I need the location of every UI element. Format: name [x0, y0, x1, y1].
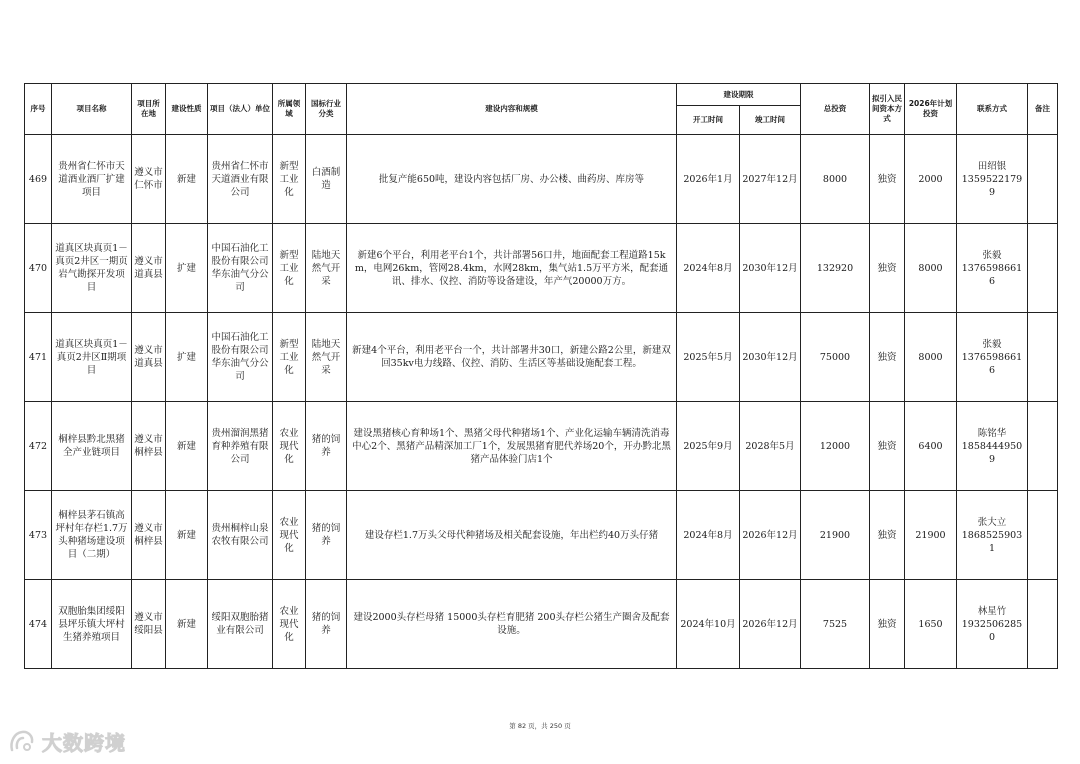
cell-total: 132920	[801, 224, 870, 313]
header-industry: 国标行业分类	[306, 84, 347, 135]
cell-plan2026: 21900	[905, 491, 957, 580]
cell-name: 双胞胎集团绥阳县坪乐镇大坪村生猪养殖项目	[52, 580, 132, 669]
cell-contact	[957, 402, 1028, 491]
cell-content: 建设存栏1.7万头父母代种猪场及相关配套设施，年出栏约40万头仔猪	[347, 491, 677, 580]
cell-method: 独资	[870, 224, 905, 313]
cell-method: 独资	[870, 313, 905, 402]
cell-start: 2025年9月	[677, 402, 740, 491]
table-row	[25, 135, 1058, 224]
cell-method: 独资	[870, 491, 905, 580]
header-end: 竣工时间	[740, 106, 801, 135]
cell-nature: 新建	[166, 580, 208, 669]
header-method: 拟引入民间资本方式	[870, 84, 905, 135]
header-contact: 联系方式	[957, 84, 1028, 135]
cell-field: 新型工业化	[273, 313, 306, 402]
cell-end: 2026年12月	[740, 491, 801, 580]
cell-content: 新建6个平台，利用老平台1个，共计部署56口井，地面配套工程道路15km，电网26km，管网28.4km，水网28km，集气站1.5万平方米，配套通讯、排水、仪控、消防等设备建设，年产气20000万方。	[347, 224, 677, 313]
table-row	[25, 313, 1058, 402]
cell-plan2026: 8000	[905, 224, 957, 313]
cell-remark	[1028, 135, 1058, 224]
contact-name: 林星竹	[977, 605, 1007, 617]
cell-location: 遵义市道真县	[132, 313, 166, 402]
cell-nature: 扩建	[166, 224, 208, 313]
header-owner: 项目（法人）单位	[208, 84, 273, 135]
cell-content: 建设黑猪核心育种场1个、黑猪父母代种猪场1个、产业化运输车辆清洗消毒中心2个、黑猪产品精深加工厂1个，发展黑猪育肥代养场20个，开办黔北黑猪产品体验门店1个	[347, 402, 677, 491]
cell-owner: 中国石油化工股份有限公司华东油气分公司	[208, 313, 273, 402]
cell-nature: 新建	[166, 402, 208, 491]
cell-plan2026: 6400	[905, 402, 957, 491]
cell-owner: 贵州省仁怀市天道酒业有限公司	[208, 135, 273, 224]
cell-field: 新型工业化	[273, 135, 306, 224]
cell-owner: 绥阳双胞胎猪业有限公司	[208, 580, 273, 669]
cell-seq: 474	[25, 580, 52, 669]
cell-industry: 陆地天然气开采	[306, 313, 347, 402]
contact-phone: 13595221799	[961, 173, 1023, 198]
contact-name: 张毅	[982, 338, 1002, 350]
cell-end: 2026年12月	[740, 580, 801, 669]
contact-phone: 13765986616	[961, 351, 1023, 376]
cell-remark	[1028, 580, 1058, 669]
header-name: 项目名称	[52, 84, 132, 135]
cell-method: 独资	[870, 580, 905, 669]
cell-nature: 新建	[166, 491, 208, 580]
cell-location: 遵义市桐梓县	[132, 402, 166, 491]
cell-remark	[1028, 402, 1058, 491]
cell-contact	[957, 135, 1028, 224]
cell-remark	[1028, 313, 1058, 402]
header-start: 开工时间	[677, 106, 740, 135]
cell-field: 新型工业化	[273, 224, 306, 313]
contact-name: 田绍银	[977, 160, 1007, 172]
cell-content: 新建4个平台，利用老平台一个，共计部署井30口，新建公路2公里，新建双回35kv电力线路、仪控、消防、生活区等基础设施配套工程。	[347, 313, 677, 402]
cell-owner: 贵州溜润黑猪育种养殖有限公司	[208, 402, 273, 491]
dsk-logo-icon	[8, 728, 36, 754]
cell-end: 2030年12月	[740, 224, 801, 313]
cell-method: 独资	[870, 402, 905, 491]
cell-remark	[1028, 491, 1058, 580]
cell-name: 桐梓县茅石镇高坪村年存栏1.7万头种猪场建设项目（二期）	[52, 491, 132, 580]
table-row	[25, 402, 1058, 491]
cell-total: 75000	[801, 313, 870, 402]
table-row	[25, 491, 1058, 580]
cell-total: 7525	[801, 580, 870, 669]
cell-seq: 469	[25, 135, 52, 224]
cell-location: 遵义市道真县	[132, 224, 166, 313]
header-location: 项目所在地	[132, 84, 166, 135]
header-nature: 建设性质	[166, 84, 208, 135]
cell-field: 农业现代化	[273, 402, 306, 491]
cell-location: 遵义市仁怀市	[132, 135, 166, 224]
contact-name: 陈铭华	[977, 427, 1007, 439]
cell-plan2026: 8000	[905, 313, 957, 402]
cell-total: 8000	[801, 135, 870, 224]
cell-owner: 中国石油化工股份有限公司华东油气分公司	[208, 224, 273, 313]
cell-nature: 扩建	[166, 313, 208, 402]
contact-phone: 19325062850	[961, 618, 1023, 643]
cell-industry: 陆地天然气开采	[306, 224, 347, 313]
table-row	[25, 224, 1058, 313]
cell-name: 桐梓县黔北黑猪全产业链项目	[52, 402, 132, 491]
cell-end: 2027年12月	[740, 135, 801, 224]
cell-content: 建设2000头存栏母猪 15000头存栏育肥猪 200头存栏公猪生产圈舍及配套设施。	[347, 580, 677, 669]
cell-total: 21900	[801, 491, 870, 580]
cell-method: 独资	[870, 135, 905, 224]
project-table	[24, 83, 1058, 669]
contact-phone: 18584449509	[961, 440, 1023, 465]
cell-contact	[957, 224, 1028, 313]
cell-industry: 猪的饲养	[306, 402, 347, 491]
cell-contact	[957, 491, 1028, 580]
page-footer: 第 82 页，共 250 页	[509, 722, 571, 730]
cell-name: 贵州省仁怀市天道酒业酒厂扩建项目	[52, 135, 132, 224]
table-row	[25, 580, 1058, 669]
cell-remark	[1028, 224, 1058, 313]
cell-plan2026: 2000	[905, 135, 957, 224]
header-content: 建设内容和规模	[347, 84, 677, 135]
contact-name: 张大立	[977, 516, 1007, 528]
contact-name: 张毅	[982, 249, 1002, 261]
cell-contact	[957, 313, 1028, 402]
cell-seq: 471	[25, 313, 52, 402]
header-field: 所属领域	[273, 84, 306, 135]
cell-plan2026: 1650	[905, 580, 957, 669]
cell-total: 12000	[801, 402, 870, 491]
cell-end: 2028年5月	[740, 402, 801, 491]
cell-start: 2024年8月	[677, 224, 740, 313]
watermark	[8, 726, 126, 756]
cell-location: 遵义市绥阳县	[132, 580, 166, 669]
header-seq: 序号	[25, 84, 52, 135]
cell-location: 遵义市桐梓县	[132, 491, 166, 580]
cell-industry: 猪的饲养	[306, 491, 347, 580]
cell-contact	[957, 580, 1028, 669]
cell-start: 2024年8月	[677, 491, 740, 580]
header-total: 总投资	[801, 84, 870, 135]
header-remark: 备注	[1028, 84, 1058, 135]
header-period: 建设期限	[677, 84, 801, 106]
cell-start: 2025年5月	[677, 313, 740, 402]
cell-industry: 白酒制造	[306, 135, 347, 224]
cell-seq: 472	[25, 402, 52, 491]
cell-seq: 470	[25, 224, 52, 313]
header-plan2026: 2026年计划投资	[905, 84, 957, 135]
cell-industry: 猪的饲养	[306, 580, 347, 669]
cell-field: 农业现代化	[273, 580, 306, 669]
cell-owner: 贵州桐梓山泉农牧有限公司	[208, 491, 273, 580]
cell-start: 2024年10月	[677, 580, 740, 669]
cell-start: 2026年1月	[677, 135, 740, 224]
cell-content: 批复产能650吨，建设内容包括厂房、办公楼、曲药房、库房等	[347, 135, 677, 224]
cell-end: 2030年12月	[740, 313, 801, 402]
cell-seq: 473	[25, 491, 52, 580]
contact-phone: 13765986616	[961, 262, 1023, 287]
cell-name: 道真区块真页1－真页2井区Ⅱ期项目	[52, 313, 132, 402]
watermark-text: 大数跨境	[42, 730, 126, 755]
cell-name: 道真区块真页1－真页2井区一期页岩气勘探开发项目	[52, 224, 132, 313]
cell-field: 农业现代化	[273, 491, 306, 580]
cell-nature: 新建	[166, 135, 208, 224]
contact-phone: 18685259031	[961, 529, 1023, 554]
